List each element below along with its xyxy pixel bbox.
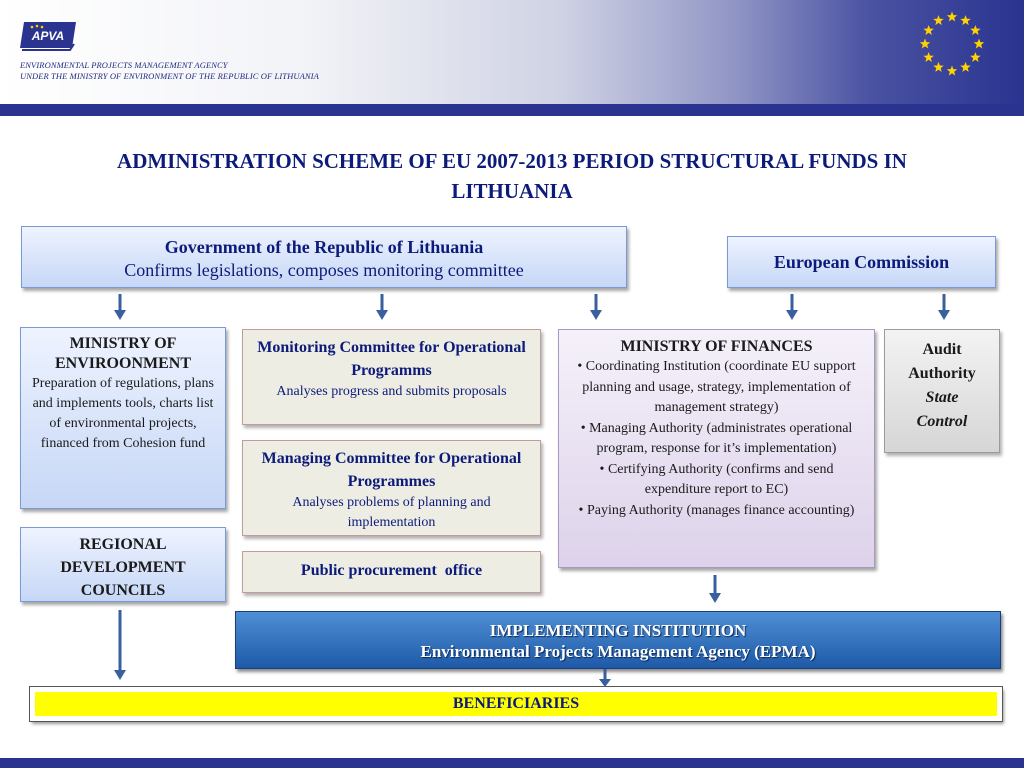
title-line-2: LITHUANIA — [451, 179, 573, 203]
european-commission-name: European Commission — [773, 252, 950, 272]
arrow-down-icon — [376, 294, 388, 320]
regional-councils-line-2: DEVELOPMENT — [60, 559, 186, 576]
ministry-finances-item: • Coordinating Institution (coordinate EU support planning and usage, strategy, implementation of management strategy) — [577, 359, 856, 415]
title-line-1: ADMINISTRATION SCHEME OF EU 2007-2013 PERIOD STRUCTURAL FUNDS IN — [117, 149, 907, 173]
regional-councils-line-3: COUNCILS — [80, 582, 166, 599]
arrow-down-icon — [114, 294, 126, 320]
agency-line-1: ENVIRONMENTAL PROJECTS MANAGEMENT AGENCY — [20, 60, 228, 70]
arrow-down-icon — [590, 294, 602, 320]
government-name: Government of the Republic of Lithuania — [164, 237, 484, 257]
monitoring-committee-desc: Analyses progress and submits proposals — [276, 384, 507, 399]
managing-committee-desc: Analyses problems of planning and implementation — [292, 495, 491, 530]
ministry-environment-desc: Preparation of regulations, plans and implements tools, charts list of environmental projects, financed from Cohesion fund — [32, 376, 214, 451]
monitoring-committee-name: Monitoring Committee for Operational Programms — [257, 339, 526, 379]
agency-line-2: UNDER THE MINISTRY OF ENVIRONMENT OF THE REPUBLIC OF LITHUANIA — [20, 71, 319, 81]
arrow-down-icon — [786, 294, 798, 320]
ministry-environment-name-2: ENVIROONMENT — [54, 355, 191, 372]
arrow-down-icon — [938, 294, 950, 320]
procurement-office-name: Public procurement office — [300, 562, 483, 579]
beneficiaries-name: BENEFICIARIES — [452, 695, 580, 712]
audit-authority-name-2: Authority — [908, 365, 976, 382]
arrow-down-icon — [709, 575, 721, 603]
audit-authority-name-1: Audit — [922, 341, 962, 358]
implementing-institution-line-1: IMPLEMENTING INSTITUTION — [489, 621, 747, 640]
ministry-finances-item: • Certifying Authority (confirms and send expenditure report to EC) — [599, 461, 834, 497]
audit-authority-sub-2: Control — [916, 413, 968, 430]
regional-councils-line-1: REGIONAL — [79, 536, 167, 553]
managing-committee-name: Managing Committee for Operational Programmes — [261, 450, 522, 490]
ministry-environment-name-1: MINISTRY OF — [69, 335, 177, 352]
implementing-institution-line-2: Environmental Projects Management Agency (EPMA) — [420, 642, 816, 661]
footer-stripe — [0, 758, 1024, 768]
ministry-finances-name: MINISTRY OF FINANCES — [620, 338, 813, 355]
ministry-finances-item: • Managing Authority (administrates operational program, response for it’s implementation) — [580, 420, 853, 456]
logo-text: APVA — [31, 29, 65, 43]
government-desc: Confirms legislations, composes monitoring committee — [124, 260, 524, 280]
arrow-down-icon — [599, 669, 611, 687]
ministry-finances-item: • Paying Authority (manages finance accounting) — [578, 502, 855, 518]
audit-authority-sub-1: State — [925, 389, 959, 406]
arrow-down-icon — [114, 610, 126, 680]
